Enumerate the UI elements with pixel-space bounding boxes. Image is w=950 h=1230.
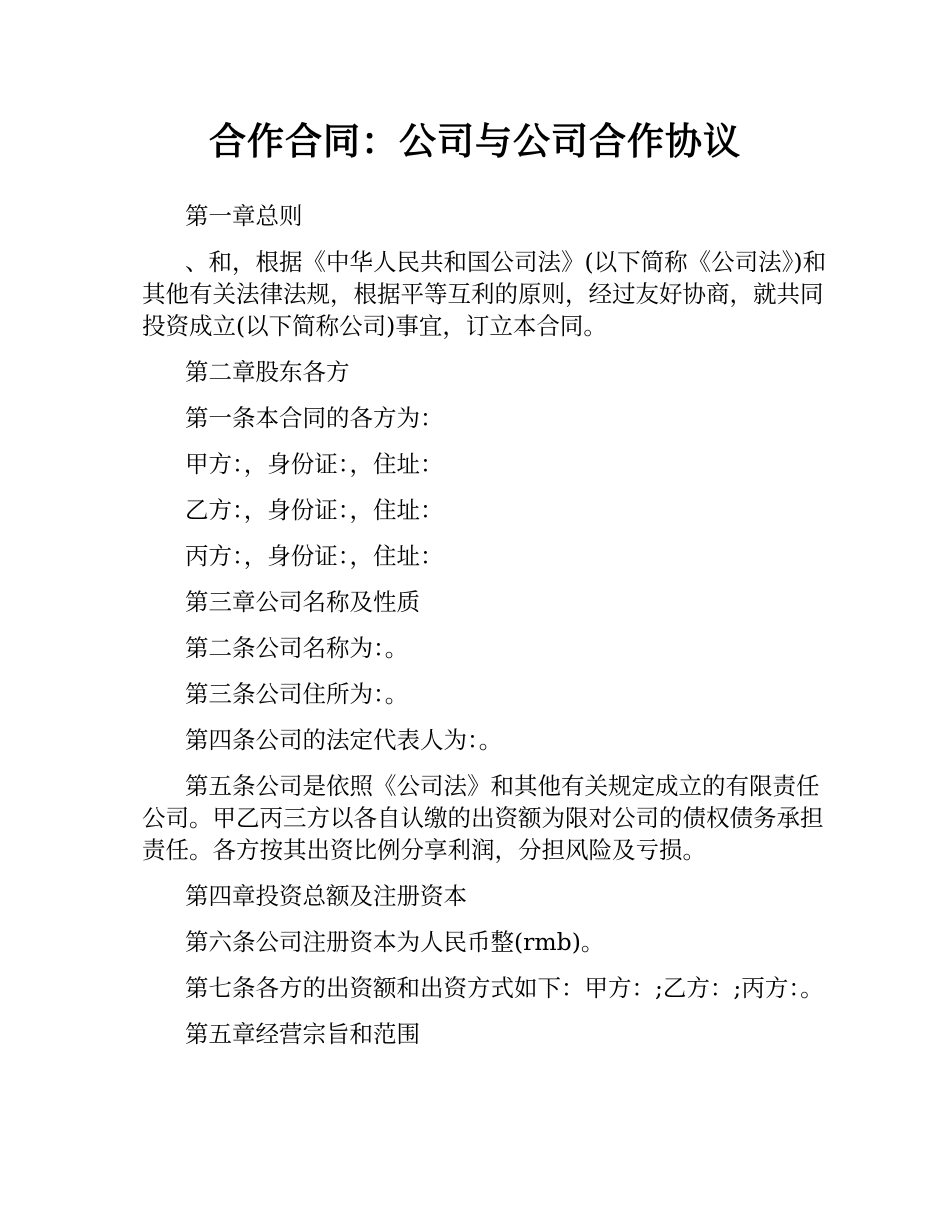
article: 第一条本合同的各方为：: [185, 404, 444, 432]
party-line: 甲方：，身份证：，住址：: [185, 450, 444, 478]
chapter-heading: 第一章总则: [185, 202, 303, 230]
party-line: 丙方：，身份证：，住址：: [185, 542, 444, 570]
document-body: [142, 200, 832, 1064]
article: 第七条各方的出资额和出资方式如下：甲方：;乙方：;丙方：。: [185, 974, 824, 1002]
chapter-heading: 第五章经营宗旨和范围: [185, 1020, 420, 1048]
article: 第三条公司住所为：。: [185, 680, 409, 708]
article: 第四条公司的法定代表人为：。: [185, 726, 503, 754]
article: 第五条公司是依照《公司法》和其他有关规定成立的有限责任公司。甲乙丙三方以各自认缴的出资额为限对公司的债权债务承担责任。各方按其出资比例分享利润，分担风险及亏损。: [142, 772, 824, 864]
chapter-heading: 第二章股东各方: [185, 358, 350, 386]
paragraph: 、和，根据《中华人民共和国公司法》(以下简称《公司法》)和其他有关法律法规，根据平等互利的原则，经过友好协商，就共同投资成立(以下简称公司)事宜，订立本合同。: [142, 248, 827, 340]
chapter-heading: 第三章公司名称及性质: [185, 588, 420, 616]
party-line: 乙方：，身份证：，住址：: [185, 496, 444, 524]
document-title: 合作合同：公司与公司合作协议: [209, 120, 741, 163]
chapter-heading: 第四章投资总额及注册资本: [185, 882, 467, 910]
article: 第六条公司注册资本为人民币整(rmb)。: [185, 928, 605, 956]
article: 第二条公司名称为：。: [185, 634, 409, 662]
